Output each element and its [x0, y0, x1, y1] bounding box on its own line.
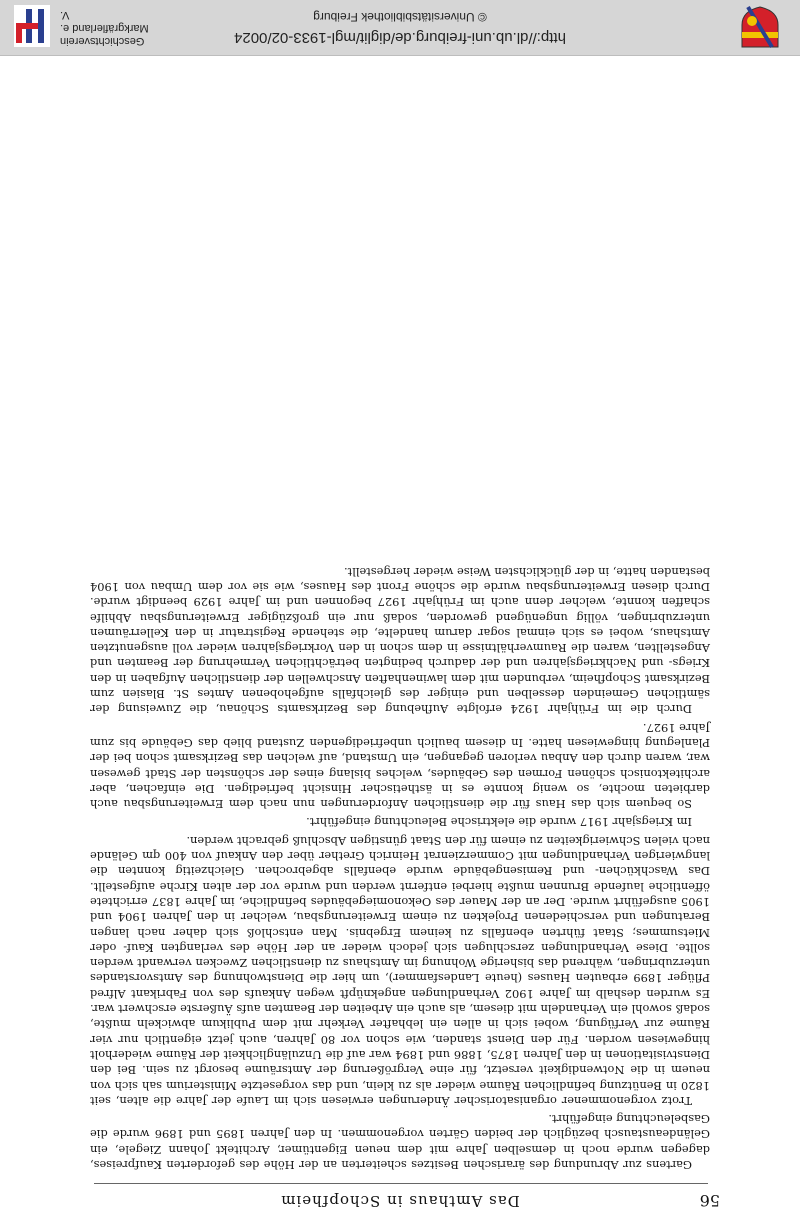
page-number: 56 [699, 1191, 720, 1210]
paragraph: Im Kriegsjahr 1917 wurde die elektrische Beleuchtung eingeführt. [306, 815, 692, 830]
header-banner [0, 0, 800, 56]
copyright-notice: © Universitätsbibliothek Freiburg [313, 10, 487, 24]
permalink-url[interactable]: http://dl.ub.uni-freiburg.de/diglit/mgl-1933-02/0024 [234, 29, 566, 46]
running-head: Das Amthaus in Schopfheim [280, 1192, 520, 1210]
paragraph: Durch die im Frühjahr 1924 erfolgte Aufhebung des Bezirksamts Schönau, die Zuweisung der sämtlichen Gemeinden desselben und einiger des gleichfalls aufgehobenen Amtes St. Blasien zum Bezirksamt Schopfheim, verbunden mit dem lawinenhaften Anschwellen der dienstlichen Aufgaben in den Kriegs- und Nachkriegsjahren und der dadurch bedingten beträchtlichen Vermehrung der Beamten und Angestellten, waren die Raumverhältnisse in dem schon in den Vorkriegsjahren wieder voll ausgenutzten Amtshaus, wobei es sich einmal sogar darum handelte, die stehende Registratur in den Kellerräumen unterzubringen, völlig ungenügend geworden, sodaß nur ein großzügiger Erweiterungsbau Abhilfe schaffen konnte, welcher denn auch im Frühjahr 1927 begonnen und im Jahre 1929 beendigt wurde. Durch diesen Erweiterungsbau wurde die schöne Front des Hauses, wie sie vor dem Umbau von 1904 bestanden hatte, in der glücklichsten Weise wieder hergestellt. [90, 564, 710, 717]
association-name: Geschichtsverein Markgräflerland e. V. [60, 9, 149, 47]
paragraph: Gartens zur Abrundung des ärarischen Besitzes scheiterten an der Höhe des geforderten Kaufpreises, dagegen wurde noch in demselben Jahre mit dem neuen Eigentümer, Architekt Johann Ziegele, ein Geländeaustausch bezüglich der beiden Gärten vorgenommen. In den Jahren 1895 und 1896 wurde die Gasbeleuchtung eingeführt. [90, 1112, 710, 1172]
header-rule [94, 1183, 708, 1184]
library-logo-icon [12, 3, 52, 49]
body-text [90, 560, 710, 1172]
paragraph: Trotz vorgenommener organisatorischer Änderungen erwiesen sich im Laufe der Jahre die alten, seit 1820 in Benützung befindlichen Räume wieder als zu klein, und das vorgesetzte Ministerium sah sich von neuem in die Notwendigkeit versetzt, für eine Vergrößerung der Amtsräume besorgt zu sein. Bei den Dienstvisitationen in den Jahren 1875, 1886 und 1894 war auf die Unzulänglichkeit der Räume wiederholt hingewiesen worden. Für den Dienst standen, wie schon vor 80 Jahren, auch jetzt eigentlich nur vier Räume zur Verfügung, wobei sich in allen ein lebhafter Verkehr mit dem Publikum abwickeln mußte, sodaß sowohl ein Verhandeln mit diesem, als auch ein Arbeiten der Beamten aufs Äußerste erschwert war. Es wurden deshalb im Jahre 1902 Verhandlungen angeknüpft wegen Ankaufs des von Fabrikant Alfred Pflüger 1899 erbauten Hauses (heute Landesfammer), um hier die Dienstwohnung des Amtsvorstandes unterzubringen, während das bisherige Wohnung im Amtshaus zu dienstlichen Zwecken verwandt werden sollte. Diese Verhandlungen zerschlugen sich jedoch wieder an der Höhe des verlangten Kauf- oder Mietsummes; Staat führten ebenfalls zu keinem Ergebnis. Man entschloß sich daher nach langen Beratungen und verschiedenen Projekten zu einem Erweiterungsbau, welcher in den Jahren 1904 und 1905 ausgeführt wurde. Der an der Mauer des Oekonomiegebäudes befindliche, im Jahre 1837 errichtete öffentliche laufende Brunnen mußte hierbei entfernt werden und wurde vor der alten Kirche aufgestellt. Das Waschküchen- und Remisengebäude wurde ebenfalls abgebrochen. Gleichzeitig konnten die langwierigen Verhandlungen mit Commerzienrat Heinrich Grether über den Ankauf von 400 qm Gelände nach vielen Schwierigkeiten zu einem für den Staat günstigen Abschluß gebracht werden. [90, 833, 710, 1108]
paragraph: So bequem sich das Haus für die dienstlichen Anforderungen nun nach dem Erweiterungsbau auch darbieten mochte, so wenig konnte es in ästhetischer Hinsicht befriedigen. Die einfachen, aber architektonisch schönen Formen des Gebäudes, welches bislang eines der schönsten der Stadt gewesen war, waren durch den Anbau verloren gegangen, ein Umstand, auf welchen das Bezirksamt schon bei der Planlegung hingewiesen hatte. In diesem baulich unbefriedigenden Zustand blieb das Gebäude bis zum Jahre 1927. [90, 720, 710, 812]
